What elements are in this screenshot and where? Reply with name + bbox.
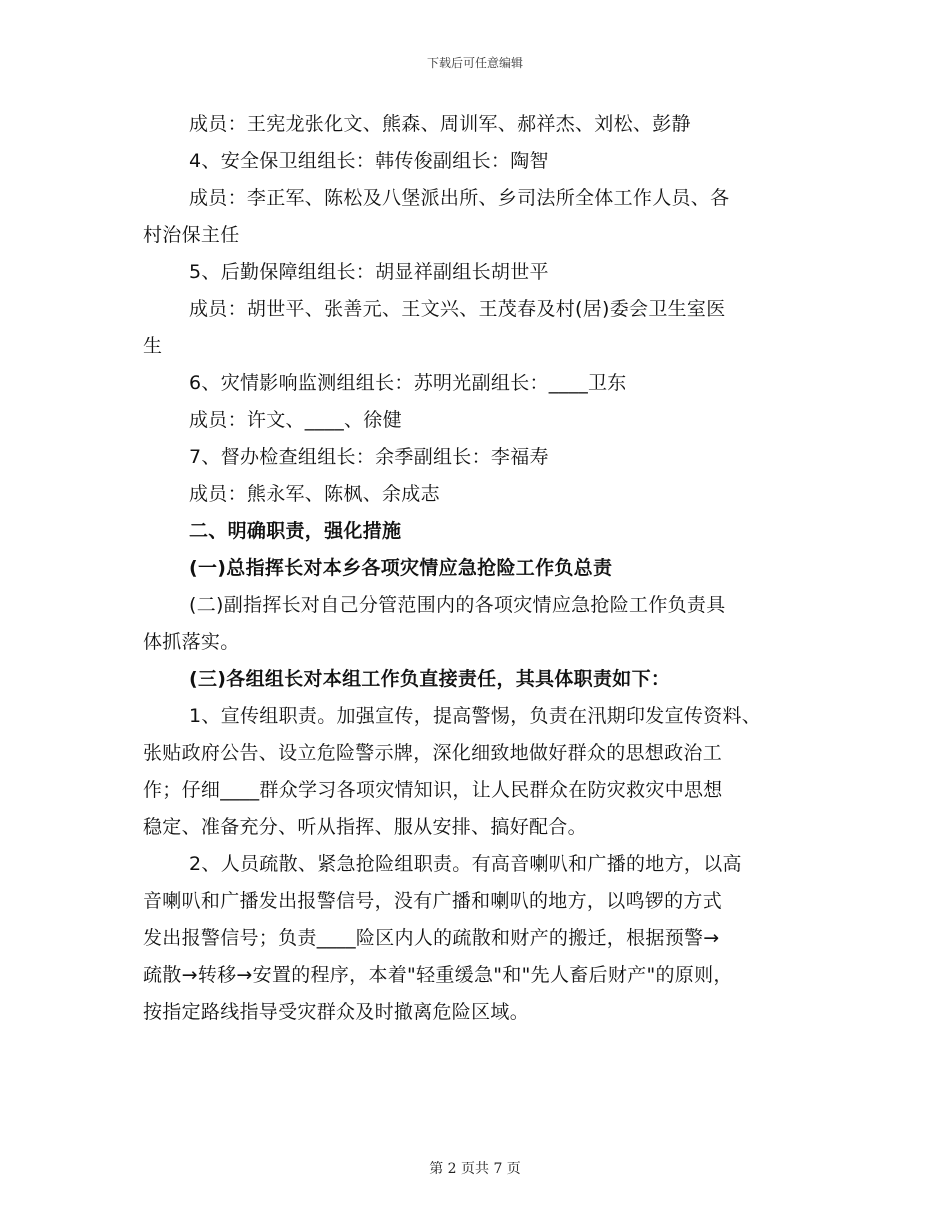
- text-line: 成员：王宪龙张化文、熊森、周训军、郝祥杰、刘松、彭静: [189, 113, 691, 135]
- text-line: 成员：许文、____、徐健: [189, 409, 402, 431]
- text-line: 成员：熊永军、陈枫、余成志: [189, 483, 440, 505]
- text-line: 1、宣传组职责。加强宣传，提高警惕，负责在汛期印发宣传资料、: [189, 705, 762, 727]
- document-body: [143, 106, 813, 1031]
- subsection-heading: (三)各组组长对本组工作负直接责任，其具体职责如下：: [189, 668, 671, 690]
- text-line: 按指定路线指导受灾群众及时撤离危险区域。: [143, 1001, 530, 1023]
- text-line: (二)副指挥长对自己分管范围内的各项灾情应急抢险工作负责具: [189, 594, 726, 616]
- text-line: 生: [143, 335, 163, 357]
- text-line: 稳定、准备充分、听从指挥、服从安排、搞好配合。: [143, 816, 587, 838]
- text-line: 4、安全保卫组组长：韩传俊副组长：陶智: [189, 150, 549, 172]
- text-line: 成员：胡世平、张善元、王文兴、王茂春及村(居)委会卫生室医: [189, 298, 726, 320]
- page-header-note: 下载后可任意编辑: [426, 56, 523, 70]
- text-line: 作；仔细____群众学习各项灾情知识，让人民群众在防灾救灾中思想: [143, 779, 723, 801]
- text-line: 发出报警信号；负责____险区内人的疏散和财产的搬迁，根据预警→: [143, 927, 720, 949]
- text-line: 疏散→转移→安置的程序，本着"轻重缓急"和"先人畜后财产"的原则，: [143, 964, 733, 986]
- text-line: 7、督办检查组组长：余季副组长：李福寿: [189, 446, 549, 468]
- section-heading: 二、明确职责，强化措施: [189, 520, 402, 542]
- text-line: 6、灾情影响监测组组长：苏明光副组长：____卫东: [189, 372, 627, 394]
- text-line: 成员：李正军、陈松及八堡派出所、乡司法所全体工作人员、各: [189, 187, 730, 209]
- page-number-footer: 第 2 页共 7 页: [429, 1161, 521, 1177]
- subsection-heading: (一)总指挥长对本乡各项灾情应急抢险工作负总责: [189, 557, 613, 579]
- text-line: 村治保主任: [143, 224, 240, 246]
- text-line: 2、人员疏散、紧急抢险组职责。有高音喇叭和广播的地方，以高: [189, 853, 742, 875]
- text-line: 张贴政府公告、设立危险警示牌，深化细致地做好群众的思想政治工: [143, 742, 723, 764]
- text-line: 音喇叭和广播发出报警信号，没有广播和喇叭的地方，以鸣锣的方式: [143, 890, 723, 912]
- text-line: 体抓落实。: [143, 631, 240, 653]
- text-line: 5、后勤保障组组长：胡显祥副组长胡世平: [189, 261, 549, 283]
